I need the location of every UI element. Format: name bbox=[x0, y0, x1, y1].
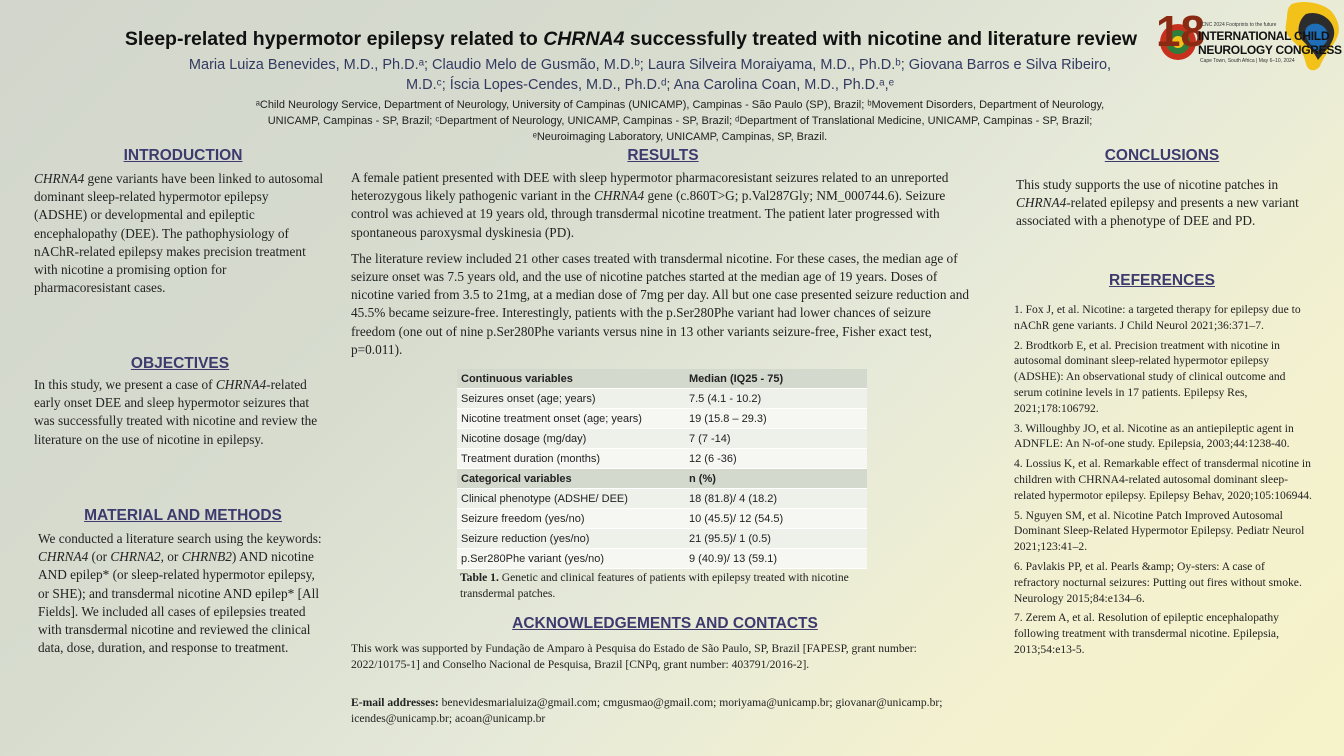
conclusions-text: This study supports the use of nicotine patches in bbox=[1016, 177, 1279, 192]
affiliation-line-2: UNICAMP, Campinas - SP, Brazil; ᶜDepartment of Neurology, UNICAMP, Campinas - SP, Brazil; ᵈDepartment of Translational Medicine, UNICAMP, Campinas - SP, Brazil; bbox=[267, 115, 1093, 127]
author-list bbox=[100, 55, 1200, 95]
table-row bbox=[457, 549, 867, 569]
reference-item: 1. Fox J, et al. Nicotine: a targeted therapy for epilepsy due to nAChR gene variants. J Child Neurol 2021;36:371–7. bbox=[1014, 303, 1301, 332]
caption-label: Table 1. bbox=[460, 571, 499, 584]
table-header-row bbox=[457, 369, 867, 389]
table-cell-value: 21 (95.5)/ 1 (0.5) bbox=[685, 529, 867, 549]
title-gene: CHRNA4 bbox=[543, 28, 625, 50]
table-cell-label: Seizures onset (age; years) bbox=[457, 389, 685, 409]
references-list bbox=[1014, 302, 1312, 662]
table-row bbox=[457, 489, 867, 509]
conclusions-body bbox=[1016, 176, 1314, 231]
logo-line-1: INTERNATIONAL CHILD bbox=[1198, 29, 1330, 43]
results-table-body bbox=[457, 369, 867, 569]
results-heading: RESULTS bbox=[627, 147, 699, 164]
reference-item: 6. Pavlakis PP, et al. Pearls &amp; Oy-sters: A case of refractory nocturnal seizures: Putting out fires without smoke. Neurology 2015;84:e134–6. bbox=[1014, 559, 1302, 605]
authors-line-1: Maria Luiza Benevides, M.D., Ph.D.ᵃ; Claudio Melo de Gusmão, M.D.ᵇ; Laura Silveira Moraiyama, M.D., Ph.D.ᵇ; Giovana Barros e Silva Ribeiro, bbox=[188, 57, 1112, 73]
table-cell-label: Seizure reduction (yes/no) bbox=[457, 529, 685, 549]
methods-gene-1: CHRNA4 bbox=[38, 549, 89, 565]
table-cell-label: Nicotine treatment onset (age; years) bbox=[457, 409, 685, 429]
results-p1-text-end: gene (c.860T>G; p.Val287Gly; NM_000744.6). Seizure control was achieved at 19 years old, through transdermal nicotine treatment. The patient later progressed with spontaneous paroxysmal dyskinesia (PD). bbox=[351, 188, 946, 240]
reference-item: 5. Nguyen SM, et al. Nicotine Patch Improved Autosomal Dominant Sleep-Related Hypermotor Epilepsy. Pediatr Neurol 2021;123:41–2. bbox=[1014, 508, 1305, 554]
table-cell-label: Nicotine dosage (mg/day) bbox=[457, 429, 685, 449]
conclusions-gene: CHRNA4 bbox=[1016, 195, 1067, 211]
reference-item: 3. Willoughby JO, et al. Nicotine as an antiepileptic agent in ADNFLE: An N-of-one study. Epilepsia, 2003;44:1238-40. bbox=[1014, 421, 1294, 451]
acknowledgements-text: This work was supported by Fundação de Amparo à Pesquisa do Estado de São Paulo, SP, Brazil [FAPESP, grant number: 2022/10175-1] and Conselho Nacional de Pesquisa, Brazil [CNPq, grant number: 403791/2016-2]. bbox=[351, 642, 917, 671]
table-cell-value: n (%) bbox=[685, 469, 867, 489]
methods-text-4: ) AND nicotine AND epilep* (or sleep-related hypermotor epilepsy, or SHE); and transdermal nicotine AND epilep* [All Fields]. We included all cases of epilepsies treated with transdermal nicotine and reviewed the clinical data, dose, duration, and response to treatment. bbox=[38, 549, 320, 656]
congress-logo bbox=[1152, 0, 1344, 74]
affiliation-line-1: ᵃChild Neurology Service, Department of Neurology, University of Campinas (UNICAMP), Campinas - São Paulo (SP), Brazil; ᵇMovement Disorders, Department of Neurology, bbox=[255, 99, 1105, 111]
objectives-gene: CHRNA4 bbox=[215, 377, 267, 392]
conclusions-text-end: -related epilepsy and presents a new variant associated with a phenotype of DEE and PD. bbox=[1016, 195, 1299, 229]
table-row bbox=[457, 529, 867, 549]
results-body bbox=[351, 169, 976, 367]
logo-bottom-line: Cape Town, South Africa | May 6–10, 2024 bbox=[1200, 58, 1295, 64]
table-cell-value: 9 (40.9)/ 13 (59.1) bbox=[685, 549, 867, 569]
table-row bbox=[457, 409, 867, 429]
email-addresses bbox=[351, 695, 951, 727]
results-p1-gene: CHRNA4 bbox=[593, 188, 645, 204]
table-cell-value: 7.5 (4.1 - 10.2) bbox=[685, 389, 867, 409]
table-cell-label: Continuous variables bbox=[457, 369, 685, 389]
table-row bbox=[457, 389, 867, 409]
logo-top-line: ICNC 2024 Footprints to the future bbox=[1200, 22, 1277, 28]
table-cell-label: Treatment duration (months) bbox=[457, 449, 685, 469]
caption-text: Genetic and clinical features of patients with epilepsy treated with nicotine transdermal patches. bbox=[460, 571, 849, 600]
table-caption bbox=[460, 570, 880, 601]
conclusions-heading: CONCLUSIONS bbox=[1104, 147, 1220, 164]
intro-text: gene variants have been linked to autosomal dominant sleep-related hypermotor epilepsy (ADSHE) or developmental and epileptic encephalopathy (DEE). The pathophysiology of nAChR-related epilepsy makes precision treatment with nicotine a promising option for pharmacoresistant cases. bbox=[34, 171, 324, 296]
methods-heading: MATERIAL AND METHODS bbox=[84, 507, 282, 524]
email-list: benevidesmarialuiza@gmail.com; cmgusmao@gmail.com; moriyama@unicamp.br; giovanar@unicamp.br; icendes@unicamp.br; acoan@unicamp.br bbox=[351, 696, 943, 725]
intro-gene: CHRNA4 bbox=[34, 171, 85, 186]
table-cell-value: Median (IQ25 - 75) bbox=[685, 369, 867, 389]
objectives-body bbox=[34, 376, 324, 449]
methods-text-1: We conducted a literature search using the keywords: bbox=[38, 531, 322, 546]
methods-gene-2: CHRNA2 bbox=[110, 549, 161, 565]
reference-item: 2. Brodtkorb E, et al. Precision treatment with nicotine in autosomal dominant sleep-related hypermotor epilepsy (ADSHE): An observational study of clinical outcome and serum cotinine levels in 17 patients. Epilepsy Res, 2021;178:106792. bbox=[1014, 338, 1286, 415]
reference-item: 7. Zerem A, et al. Resolution of epileptic encephalopathy following treatment with transdermal nicotine. Epilepsia, 2013;54:e13-5. bbox=[1014, 611, 1279, 656]
methods-text-3: , or bbox=[160, 549, 182, 565]
email-label: E-mail addresses: bbox=[351, 696, 439, 709]
results-table bbox=[457, 369, 867, 569]
table-cell-label: Categorical variables bbox=[457, 469, 685, 489]
table-cell-label: Clinical phenotype (ADSHE/ DEE) bbox=[457, 489, 685, 509]
table-cell-label: p.Ser280Phe variant (yes/no) bbox=[457, 549, 685, 569]
table-cell-value: 10 (45.5)/ 12 (54.5) bbox=[685, 509, 867, 529]
affiliation-line-3: ᵉNeuroimaging Laboratory, UNICAMP, Campinas, SP, Brazil. bbox=[532, 131, 828, 143]
table-cell-value: 18 (81.8)/ 4 (18.2) bbox=[685, 489, 867, 509]
results-paragraph-2: The literature review included 21 other cases treated with transdermal nicotine. For these cases, the median age of seizure onset was 7.5 years old, and the use of nicotine patches started at the median age of 19 years. Doses of nicotine varied from 3.5 to 21mg, at a median dose of 7mg per day. All but one case presented seizure reduction and 45.5% became seizure-free. Interestingly, patients with the p.Ser280Phe variant had lower chances of seizure freedom (one out of nine p.Ser280Phe variants versus nine in 13 other variants seizure-free, Fisher exact test, p=0.011). bbox=[351, 250, 969, 357]
logo-number: 18 bbox=[1156, 7, 1205, 56]
table-cell-value: 7 (7 -14) bbox=[685, 429, 867, 449]
objectives-text: In this study, we present a case of bbox=[34, 377, 216, 392]
methods-body bbox=[38, 530, 328, 657]
table-cell-value: 12 (6 -36) bbox=[685, 449, 867, 469]
table-cell-value: 19 (15.8 – 29.3) bbox=[685, 409, 867, 429]
table-row bbox=[457, 429, 867, 449]
methods-gene-3: CHRNB2 bbox=[181, 549, 232, 565]
table-row bbox=[457, 449, 867, 469]
acknowledgements-heading: ACKNOWLEDGEMENTS AND CONTACTS bbox=[512, 615, 818, 632]
references-heading: REFERENCES bbox=[1109, 272, 1215, 289]
reference-item: 4. Lossius K, et al. Remarkable effect of transdermal nicotine in children with CHRNA4-related autosomal dominant sleep-related hypermotor epilepsy. Epilepsy Behav, 2020;105:106944. bbox=[1014, 457, 1312, 502]
methods-text-2: (or bbox=[88, 549, 111, 565]
poster-title bbox=[0, 28, 1262, 51]
title-text-end: successfully treated with nicotine and literature review bbox=[624, 28, 1138, 50]
objectives-text-end: -related early onset DEE and sleep hypermotor seizures that was successfully treated with nicotine and review the literature on the use of nicotine in epilepsy. bbox=[34, 377, 318, 447]
table-header-row bbox=[457, 469, 867, 489]
introduction-heading: INTRODUCTION bbox=[123, 147, 243, 164]
authors-line-2: M.D.ᶜ; Íscia Lopes-Cendes, M.D., Ph.D.ᵈ; Ana Carolina Coan, M.D., Ph.D.ᵃ,ᵉ bbox=[406, 77, 894, 93]
results-p1-text: A female patient presented with DEE with sleep hypermotor pharmacoresistant seizures related to an unreported heterozygous likely pathogenic variant in the bbox=[351, 170, 949, 204]
table-row bbox=[457, 509, 867, 529]
results-paragraph-1 bbox=[351, 169, 976, 242]
logo-line-2: NEUROLOGY CONGRESS bbox=[1198, 43, 1342, 57]
affiliations bbox=[160, 97, 1200, 145]
introduction-body bbox=[34, 170, 324, 297]
objectives-heading: OBJECTIVES bbox=[130, 355, 230, 372]
table-cell-label: Seizure freedom (yes/no) bbox=[457, 509, 685, 529]
title-text: Sleep-related hypermotor epilepsy related to bbox=[124, 28, 544, 50]
